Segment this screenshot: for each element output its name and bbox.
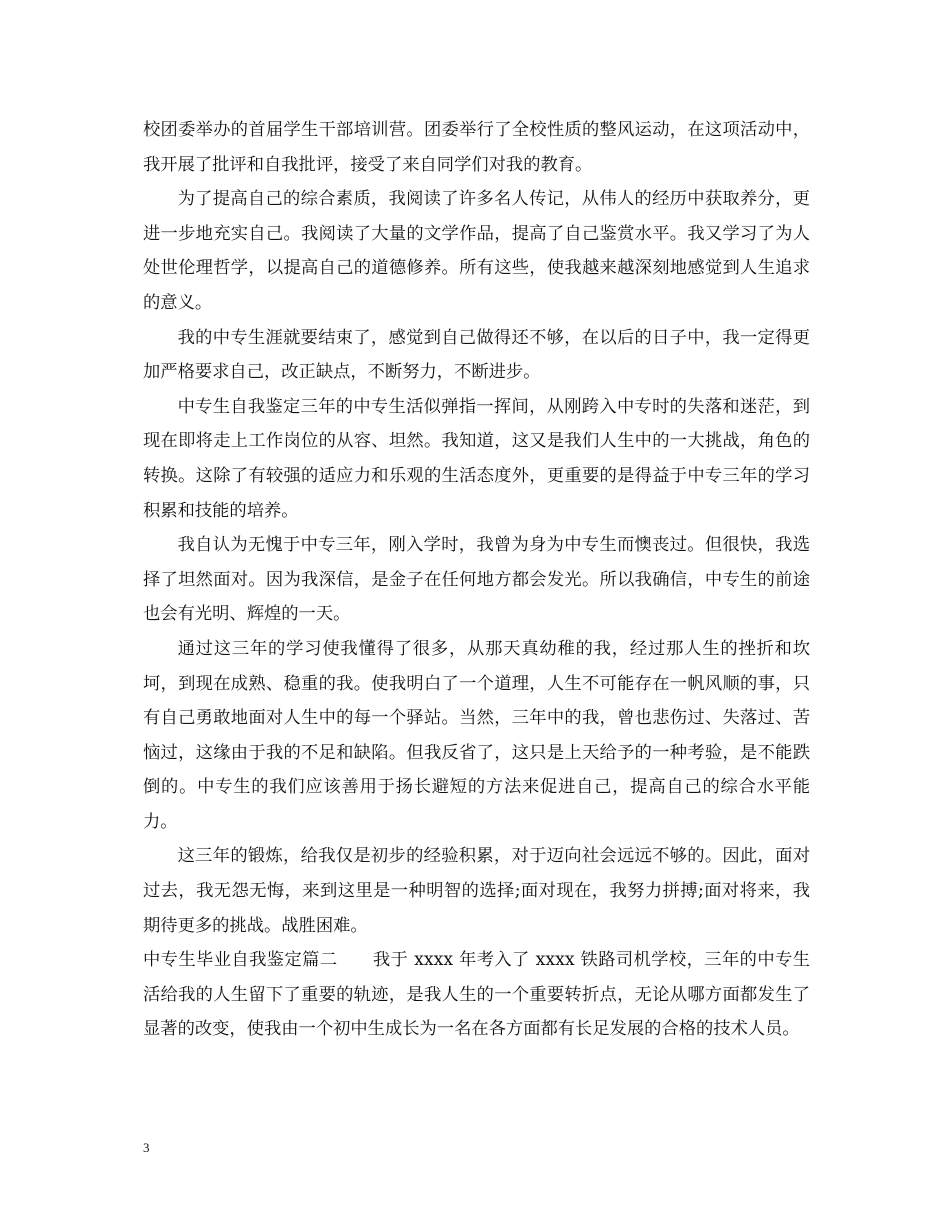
page-number: 3 bbox=[143, 1140, 150, 1155]
paragraph: 通过这三年的学习使我懂得了很多，从那天真幼稚的我，经过那人生的挫折和坎坷，到现在成熟、稳重的我。使我明白了一个道理，人生不可能存在一帆风顺的事，只有自己勇敢地面对人生中的每一个驿站。当然，三年中的我，曾也悲伤过、失落过、苦恼过，这缘由于我的不足和缺陷。但我反省了，这只是上天给予的一种考验，是不能跌倒的。中专生的我们应该善用于扬长避短的方法来促进自己，提高自己的综合水平能力。 bbox=[143, 638, 810, 832]
paragraph: 我的中专生涯就要结束了，感觉到自己做得还不够，在以后的日子中，我一定得更加严格要求自己，改正缺点，不断努力，不断进步。 bbox=[143, 327, 810, 383]
paragraph: 我自认为无愧于中专三年，刚入学时，我曾为身为中专生而懊丧过。但很快，我选择了坦然面对。因为我深信，是金子在任何地方都会发光。所以我确信，中专生的前途也会有光明、辉煌的一天。 bbox=[143, 535, 810, 625]
paragraph: 中专生自我鉴定三年的中专生活似弹指一挥间，从刚跨入中专时的失落和迷茫，到现在即将走上工作岗位的从容、坦然。我知道，这又是我们人生中的一大挑战，角色的转换。这除了有较强的适应力和乐观的生活态度外，更重要的是得益于中专三年的学习积累和技能的培养。 bbox=[143, 396, 810, 521]
paragraph: 为了提高自己的综合素质，我阅读了许多名人传记，从伟人的经历中获取养分，更进一步地充实自己。我阅读了大量的文学作品，提高了自己鉴赏水平。我又学习了为人处世伦理哲学，以提高自己的道德修养。所有这些，使我越来越深刻地感觉到人生追求的意义。 bbox=[143, 189, 810, 313]
paragraph-section-heading: 中专生毕业自我鉴定篇二 我于 xxxx 年考入了 xxxx 铁路司机学校，三年的中专生活给我的人生留下了重要的轨迹，是我人生的一个重要转折点，无论从哪方面都发生了显著的改变，使我由一个初中生成长为一名在各方面都有长足发展的合格的技术人员。 bbox=[143, 950, 810, 1040]
page-body bbox=[143, 113, 810, 1047]
paragraph: 这三年的锻炼，给我仅是初步的经验积累，对于迈向社会远远不够的。因此，面对过去，我无怨无悔，来到这里是一种明智的选择;面对现在，我努力拼搏;面对将来，我期待更多的挑战。战胜困难。 bbox=[143, 846, 810, 936]
paragraph: 校团委举办的首届学生干部培训营。团委举行了全校性质的整风运动，在这项活动中，我开展了批评和自我批评，接受了来自同学们对我的教育。 bbox=[143, 120, 810, 175]
